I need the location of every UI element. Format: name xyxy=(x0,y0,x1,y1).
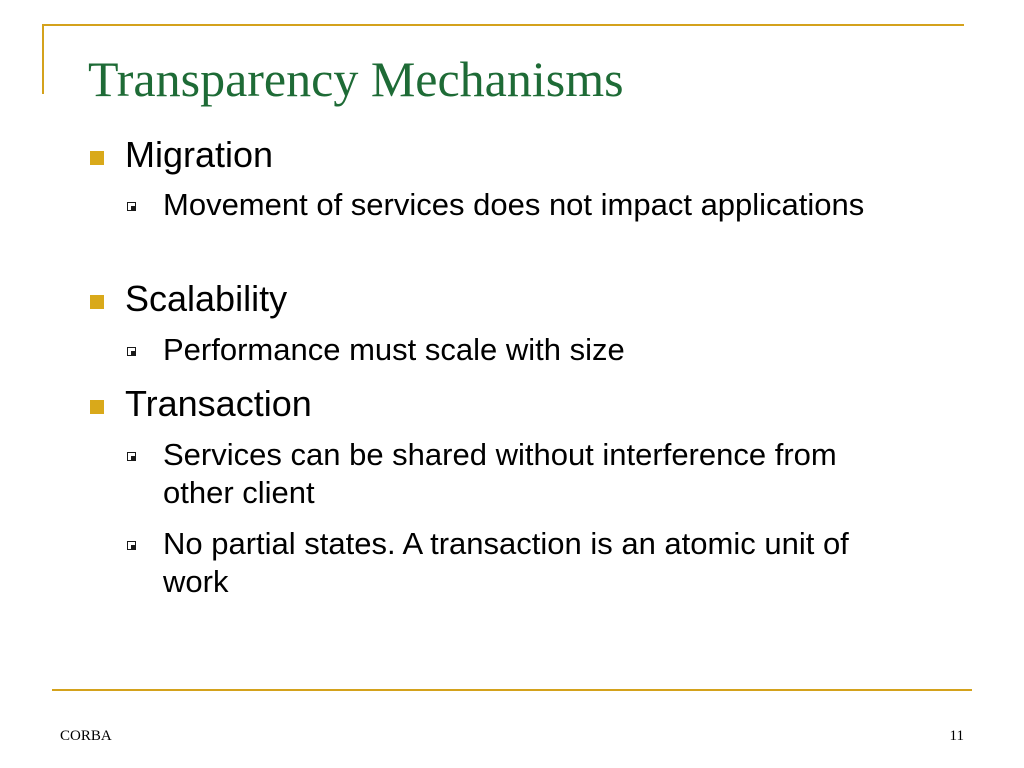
bullet-item-label: Scalability xyxy=(125,278,288,319)
sub-item-text: No partial states. A transaction is an atomic unit of work xyxy=(163,526,849,599)
footer-label: CORBA xyxy=(60,728,112,744)
bullet-item-label: Transaction xyxy=(125,383,312,424)
bullet-item-label: Migration xyxy=(125,134,274,175)
square-bullet-icon xyxy=(90,151,104,165)
footer-rule xyxy=(52,689,972,691)
sub-item-text: Movement of services does not impact applications xyxy=(163,187,865,222)
square-bullet-icon xyxy=(90,295,104,309)
sub-item-text: Performance must scale with size xyxy=(163,332,625,367)
slide-title: Transparency Mechanisms xyxy=(88,51,624,107)
hollow-square-bullet-icon xyxy=(127,347,136,356)
square-bullet-icon xyxy=(90,400,104,414)
hollow-square-bullet-icon xyxy=(127,452,136,461)
sub-item-text: Services can be shared without interference from other client xyxy=(163,437,837,510)
page-number: 11 xyxy=(949,728,964,744)
hollow-square-bullet-icon xyxy=(127,202,136,211)
hollow-square-bullet-icon xyxy=(127,541,136,550)
